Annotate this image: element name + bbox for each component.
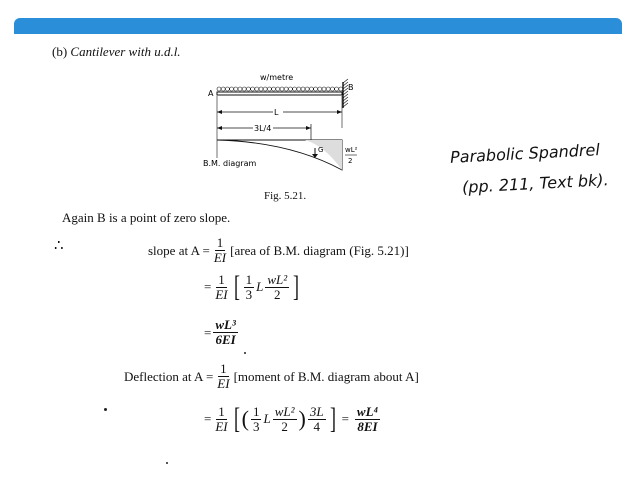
stray-mark	[166, 462, 168, 464]
title-bar	[14, 18, 622, 34]
slope-result-num: wL³	[215, 317, 236, 332]
handwritten-note-line1: Parabolic Spandrel	[449, 140, 601, 167]
span-arrow-right	[337, 110, 342, 114]
centroid-label: G	[318, 146, 324, 154]
figure-caption: Fig. 5.21.	[264, 190, 307, 202]
slope-eq-2: = $\frac{1}{EI}$ [ $\frac{1}{3}$ L $\frac{\text{wL²}}{2}$ ]	[204, 270, 300, 303]
slope-eq-3: = $\frac{\text{wL³}}{6EI}$	[204, 317, 236, 347]
deflection-eq-2: = $\frac{1}{EI}$ [ ( $\frac{1}{3}$ L $\frac{\text{wL²}}{2}$ ) $\frac{3L}{4}$ ] = $\frac{\text{wL⁴}}{8EI}$	[204, 402, 379, 435]
span-label: L	[274, 108, 279, 117]
deflection-eq-1: Deflection at A = $\frac{1}{EI}$ [moment of B.M. diagram about A]	[124, 361, 419, 391]
deflection-result-num: wL⁴	[356, 403, 379, 419]
load-label: w/metre	[260, 73, 294, 82]
handwritten-note-line2: (pp. 211, Text bk).	[461, 170, 610, 197]
heading-title: Cantilever with u.d.l.	[70, 44, 181, 59]
beam	[217, 92, 342, 95]
slope-result-den: 6EI	[215, 332, 236, 347]
intro-text: Again B is a point of zero slope.	[62, 210, 231, 225]
slope-eq-1: slope at A = $\frac{1}{EI}$ [area of B.M. diagram (Fig. 5.21)]	[148, 235, 409, 265]
point-b-label: B	[348, 83, 354, 92]
bm-label: B.M. diagram	[203, 159, 257, 168]
slope-lhs: slope at A =	[148, 242, 210, 258]
span-arrow-left	[217, 110, 222, 114]
heading-prefix: (b)	[52, 44, 68, 59]
therefore-symbol: ∴	[54, 238, 64, 254]
deflection-lhs: Deflection at A =	[124, 368, 214, 384]
moment-denominator: 2	[348, 157, 353, 165]
centroid-dist-label: 3L/4	[254, 124, 272, 133]
stray-mark	[104, 408, 107, 411]
stray-mark	[244, 352, 246, 354]
moment-numerator: wL²	[345, 146, 358, 154]
centroid-arrow-left	[217, 126, 222, 130]
slope-bracket-text: [area of B.M. diagram (Fig. 5.21)]	[230, 242, 409, 258]
distributed-load	[217, 87, 343, 91]
deflection-bracket-text: [moment of B.M. diagram about A]	[233, 368, 419, 384]
centroid-arrow-right	[306, 126, 311, 130]
section-heading	[52, 44, 181, 60]
point-a-label: A	[208, 89, 214, 98]
cantilever-figure	[195, 68, 395, 208]
deflection-result-den: 8EI	[357, 418, 378, 434]
